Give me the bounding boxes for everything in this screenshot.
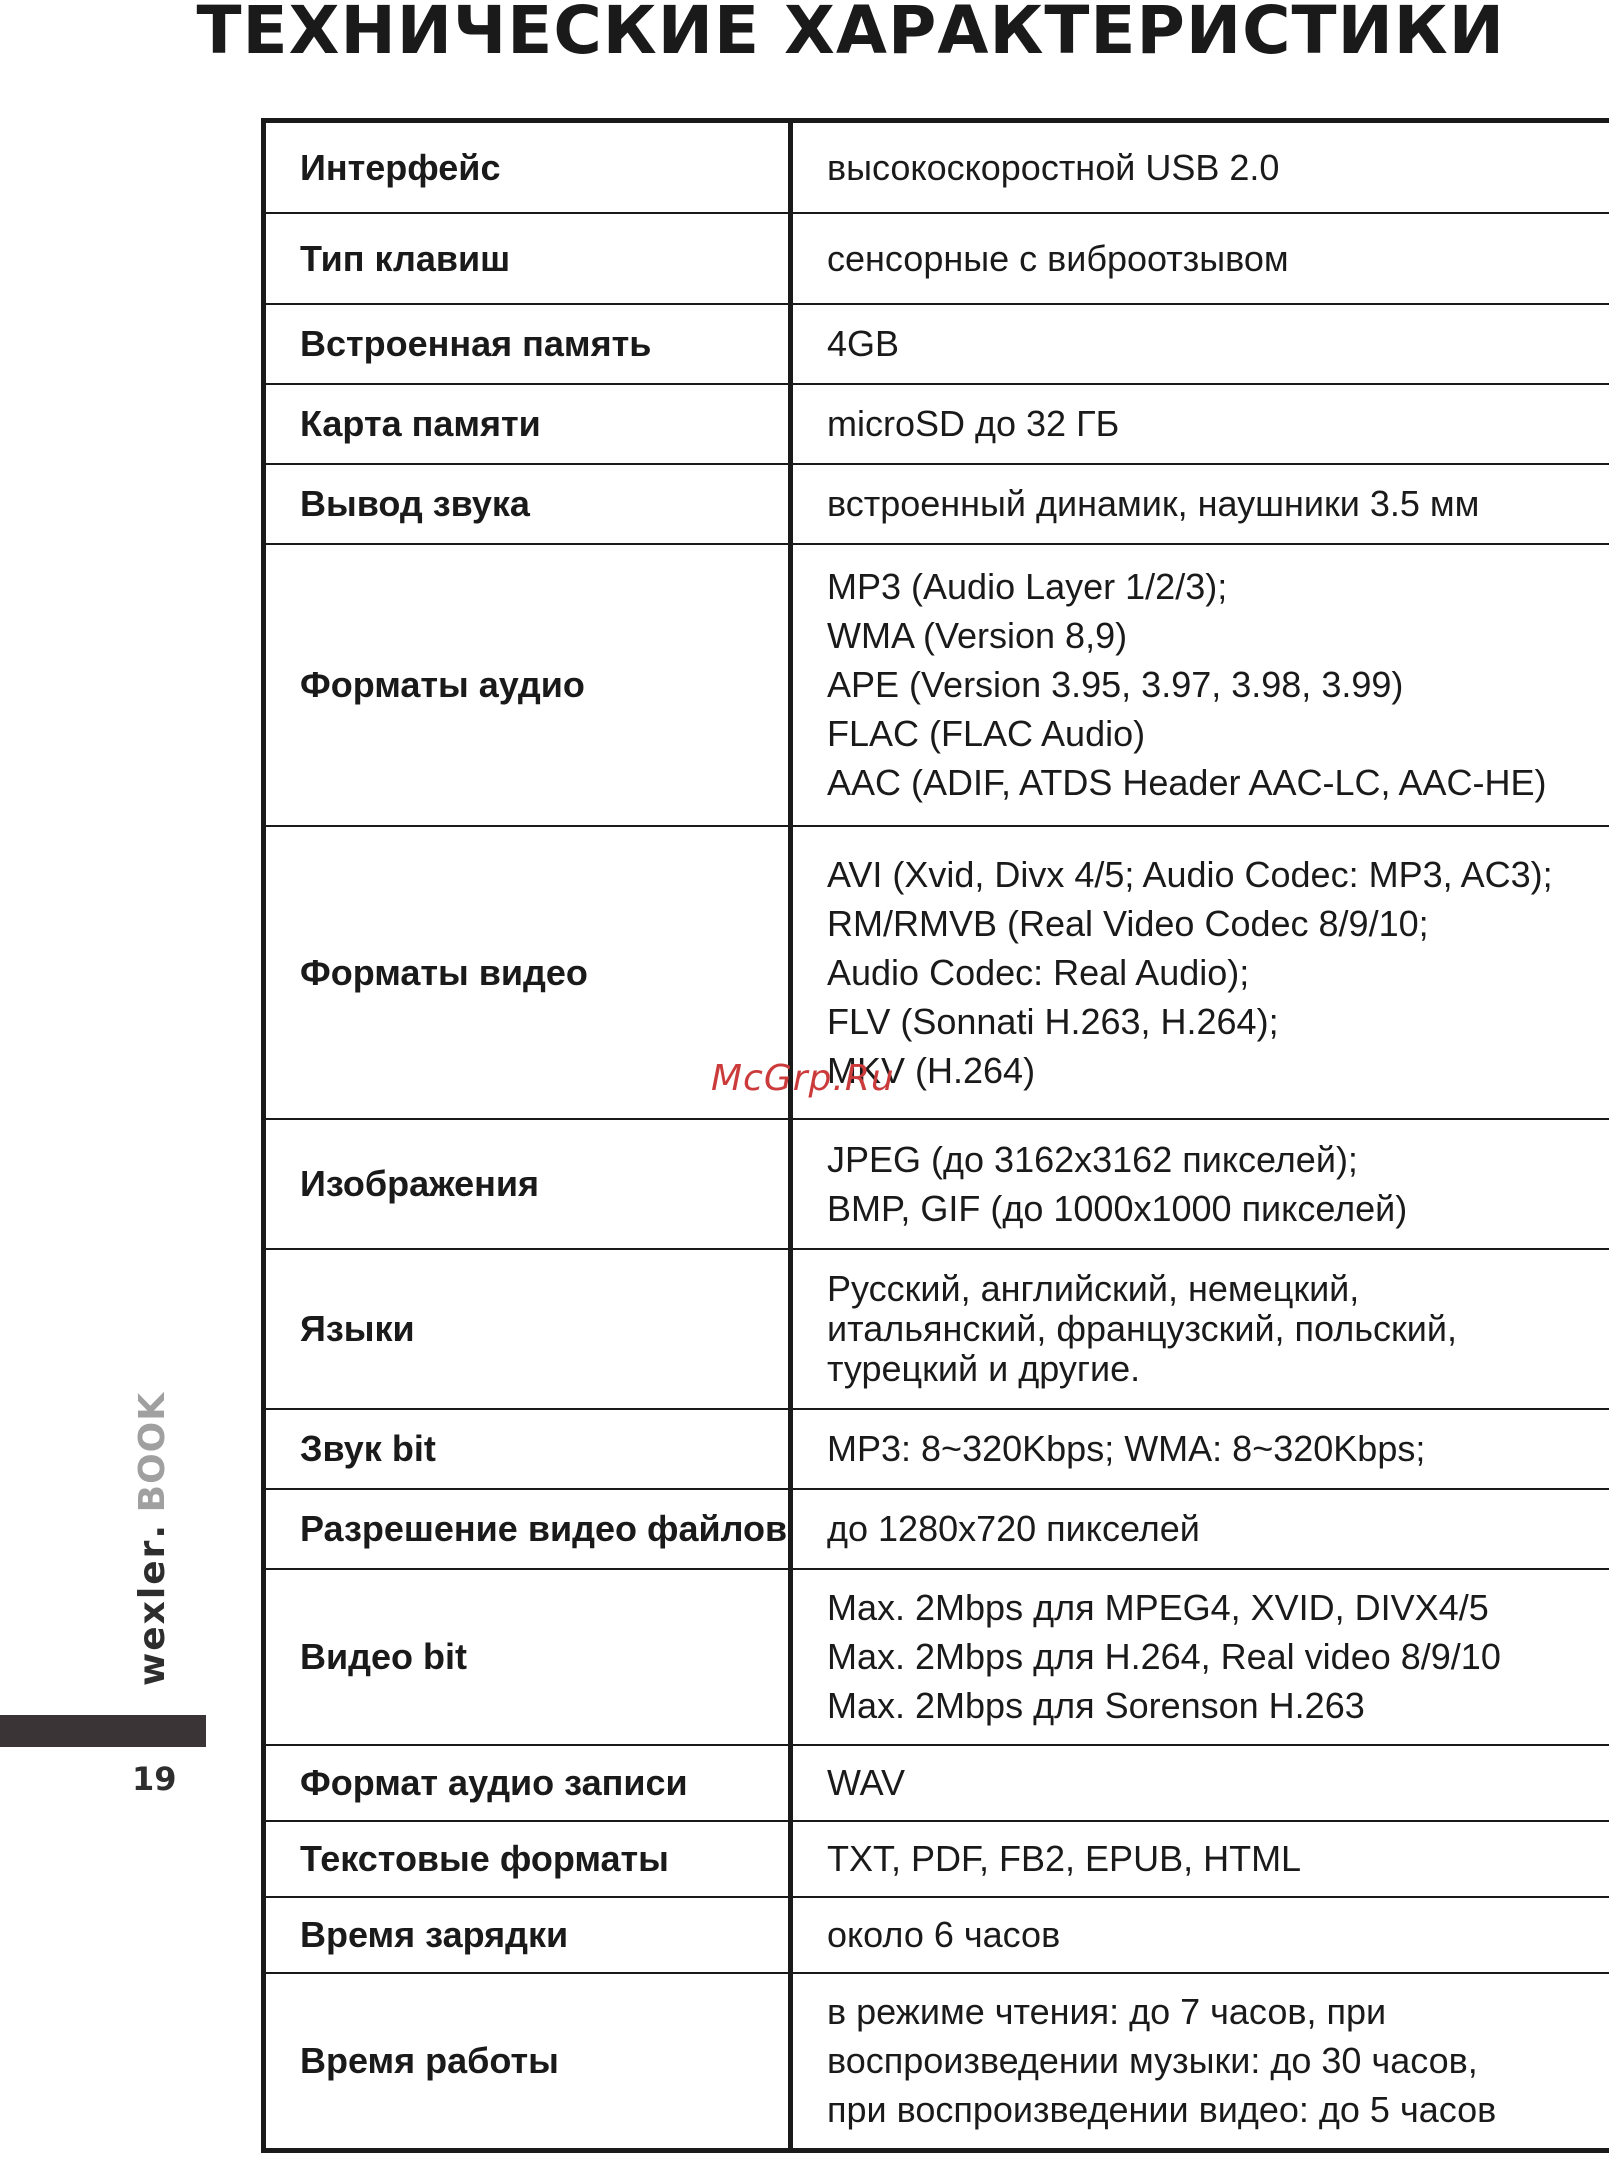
spec-value bbox=[791, 1821, 1609, 1897]
spec-value bbox=[791, 1897, 1609, 1973]
spec-label: Тип клавиш bbox=[264, 213, 791, 304]
spec-row-interface bbox=[264, 121, 1609, 213]
spec-row-video-formats bbox=[264, 826, 1609, 1119]
specifications-table bbox=[261, 118, 1609, 2153]
spec-value-line: MP3: 8~320Kbps; WMA: 8~320Kbps; bbox=[827, 1428, 1426, 1469]
spec-value-line: FLAC (FLAC Audio) bbox=[827, 713, 1146, 754]
spec-label: Видео bit bbox=[264, 1569, 791, 1745]
spec-label: Разрешение видео файлов bbox=[264, 1489, 791, 1569]
spec-value-line: до 1280x720 пикселей bbox=[827, 1508, 1200, 1549]
watermark-text: McGrp.Ru bbox=[711, 1058, 895, 1099]
spec-value-line: APE (Version 3.95, 3.97, 3.98, 3.99) bbox=[827, 664, 1404, 705]
spec-value-line: Max. 2Mbps для Sorenson H.263 bbox=[827, 1685, 1365, 1726]
spec-value bbox=[791, 1249, 1609, 1409]
spec-value bbox=[791, 544, 1609, 826]
spec-value bbox=[791, 1745, 1609, 1821]
spec-value-line: WAV bbox=[827, 1762, 905, 1803]
spec-label: Вывод звука bbox=[264, 464, 791, 544]
spec-value bbox=[791, 121, 1609, 213]
spec-value-line: Audio Codec: Real Audio); bbox=[827, 951, 1250, 993]
spec-value bbox=[791, 384, 1609, 464]
spec-label: Форматы аудио bbox=[264, 544, 791, 826]
spec-value bbox=[791, 1489, 1609, 1569]
spec-value-line: воспроизведении музыки: до 30 часов, bbox=[827, 2040, 1478, 2082]
brand-dot: . bbox=[132, 1524, 173, 1539]
spec-row-images bbox=[264, 1119, 1609, 1249]
spec-row-card bbox=[264, 384, 1609, 464]
spec-value-line: в режиме чтения: до 7 часов, при bbox=[827, 1991, 1387, 2033]
spec-row-text-formats bbox=[264, 1821, 1609, 1897]
spec-value-line: TXT, PDF, FB2, EPUB, HTML bbox=[827, 1838, 1302, 1879]
spec-row-audio-record bbox=[264, 1745, 1609, 1821]
spec-value bbox=[791, 1973, 1609, 2151]
spec-value-line: встроенный динамик, наушники 3.5 мм bbox=[827, 483, 1480, 524]
spec-value-line: JPEG (до 3162x3162 пикселей); bbox=[827, 1138, 1358, 1180]
side-decoration-bar bbox=[0, 1715, 206, 1747]
spec-label: Текстовые форматы bbox=[264, 1821, 791, 1897]
spec-value bbox=[791, 304, 1609, 384]
spec-row-work-time bbox=[264, 1973, 1609, 2151]
spec-label: Языки bbox=[264, 1249, 791, 1409]
spec-value-line: MP3 (Audio Layer 1/2/3); bbox=[827, 566, 1228, 607]
spec-value-line: 4GB bbox=[827, 323, 900, 364]
spec-row-languages bbox=[264, 1249, 1609, 1409]
brand-product-line: BOOK bbox=[132, 1391, 173, 1513]
spec-value-line: высокоскоростной USB 2.0 bbox=[827, 146, 1280, 188]
spec-value-line: microSD до 32 ГБ bbox=[827, 403, 1120, 444]
spec-value-line: WMA (Version 8,9) bbox=[827, 615, 1128, 656]
spec-value bbox=[791, 1409, 1609, 1489]
spec-label: Время зарядки bbox=[264, 1897, 791, 1973]
spec-value bbox=[791, 213, 1609, 304]
spec-value-line: BMP, GIF (до 1000x1000 пикселей) bbox=[827, 1187, 1408, 1229]
spec-value-line: турецкий и другие. bbox=[827, 1347, 1141, 1389]
spec-value-line: FLV (Sonnati H.263, H.264); bbox=[827, 1000, 1279, 1042]
spec-value bbox=[791, 826, 1609, 1119]
spec-row-keys bbox=[264, 213, 1609, 304]
spec-label: Встроенная память bbox=[264, 304, 791, 384]
spec-value-line: Русский, английский, немецкий, bbox=[827, 1267, 1360, 1309]
spec-row-charge-time bbox=[264, 1897, 1609, 1973]
spec-value-line: MKV (H.264) bbox=[827, 1049, 1036, 1091]
spec-row-video-resolution bbox=[264, 1489, 1609, 1569]
brand-logo bbox=[132, 1392, 173, 1686]
spec-value-line: при воспроизведении видео: до 5 часов bbox=[827, 2089, 1497, 2131]
spec-label: Форматы видео bbox=[264, 826, 791, 1119]
spec-row-sound-output bbox=[264, 464, 1609, 544]
spec-value-line: итальянский, французский, польский, bbox=[827, 1307, 1458, 1349]
page-number: 19 bbox=[132, 1760, 177, 1798]
spec-label: Время работы bbox=[264, 1973, 791, 2151]
spec-row-video-bit bbox=[264, 1569, 1609, 1745]
spec-value-line: RM/RMVB (Real Video Codec 8/9/10; bbox=[827, 902, 1429, 944]
spec-value-line: около 6 часов bbox=[827, 1914, 1061, 1955]
spec-value-line: Max. 2Mbps для MPEG4, XVID, DIVX4/5 bbox=[827, 1587, 1489, 1628]
spec-label: Звук bit bbox=[264, 1409, 791, 1489]
spec-value bbox=[791, 1119, 1609, 1249]
spec-value bbox=[791, 464, 1609, 544]
spec-label: Формат аудио записи bbox=[264, 1745, 791, 1821]
spec-value-line: AAC (ADIF, ATDS Header AAC-LC, AAC-HE) bbox=[827, 762, 1547, 803]
spec-label: Изображения bbox=[264, 1119, 791, 1249]
spec-row-sound-bit bbox=[264, 1409, 1609, 1489]
spec-label: Карта памяти bbox=[264, 384, 791, 464]
spec-label: Интерфейс bbox=[264, 121, 791, 213]
spec-value-line: сенсорные с виброотзывом bbox=[827, 237, 1289, 279]
page-title: ТЕХНИЧЕСКИЕ ХАРАКТЕРИСТИКИ bbox=[196, 0, 1505, 69]
spec-value-line: AVI (Xvid, Divx 4/5; Audio Codec: MP3, AC3); bbox=[827, 853, 1553, 895]
brand-name: wexler bbox=[132, 1538, 173, 1686]
spec-value-line: Max. 2Mbps для H.264, Real video 8/9/10 bbox=[827, 1636, 1501, 1677]
spec-value bbox=[791, 1569, 1609, 1745]
spec-row-audio-formats bbox=[264, 544, 1609, 826]
spec-row-memory bbox=[264, 304, 1609, 384]
